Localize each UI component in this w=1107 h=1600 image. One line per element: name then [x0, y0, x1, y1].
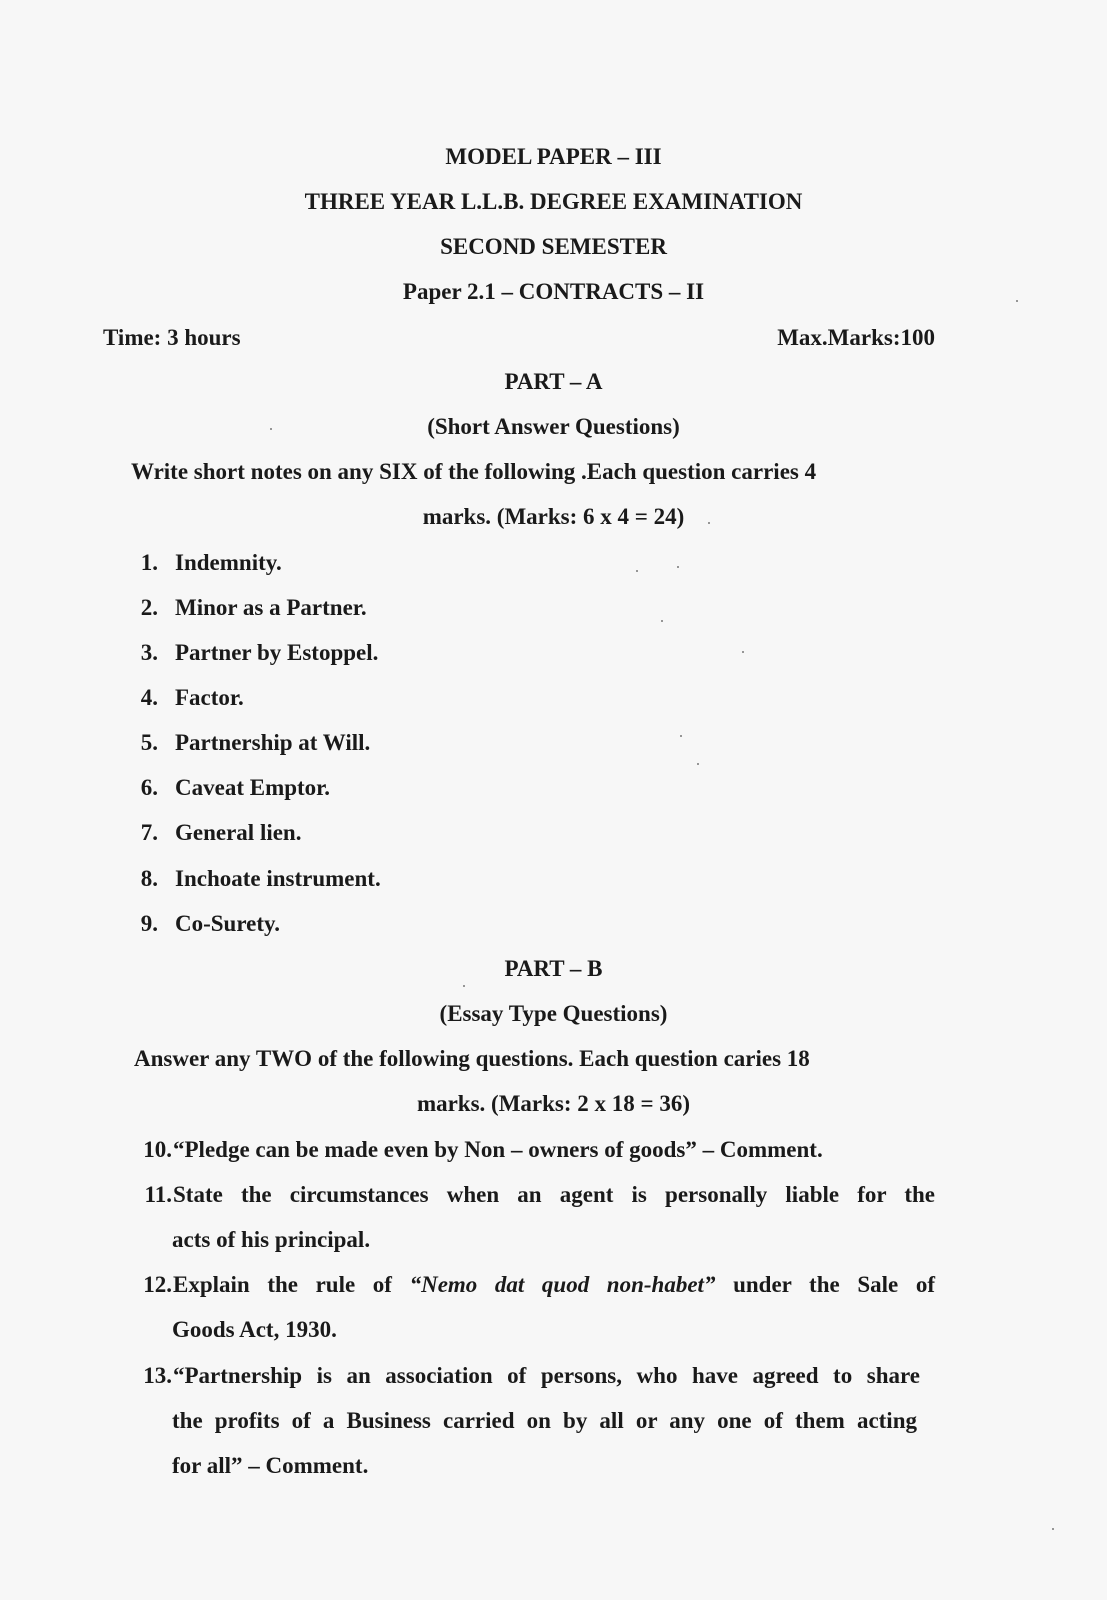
- question-number: 8.: [140, 866, 158, 891]
- question-number: 6.: [140, 775, 158, 800]
- paper-title: Paper 2.1 – CONTRACTS – II: [402, 279, 705, 304]
- part-a-subtitle: (Short Answer Questions): [427, 414, 680, 439]
- question-text: Partner by Estoppel.: [175, 640, 379, 665]
- scan-speck: [697, 763, 699, 765]
- question-text: “Partnership is an association of persons, who have agreed to share: [173, 1363, 920, 1388]
- exam-time: Time: 3 hours: [103, 325, 241, 350]
- question-text-continued: Goods Act, 1930.: [172, 1317, 337, 1342]
- question-text: [173, 1270, 935, 1300]
- question-text-lead: Explain the rule of: [173, 1272, 410, 1297]
- question-text: “Pledge can be made even by Non – owners of goods” – Comment.: [173, 1137, 823, 1162]
- scan-speck: [463, 985, 465, 987]
- question-text: Indemnity.: [175, 550, 282, 575]
- question-number: 5.: [140, 730, 158, 755]
- question-number: 11.: [144, 1182, 172, 1207]
- part-a-marks: marks. (Marks: 6 x 4 = 24): [422, 504, 685, 529]
- scan-speck: [270, 428, 272, 430]
- max-marks: Max.Marks:100: [777, 325, 935, 350]
- part-b-instruction: Answer any TWO of the following questions. Each question caries 18: [134, 1046, 810, 1071]
- scan-speck: [680, 735, 682, 737]
- question-text-tail: under the Sale of: [715, 1272, 935, 1297]
- scan-speck: [636, 570, 638, 572]
- scan-speck: [708, 522, 710, 524]
- question-text: Co-Surety.: [175, 911, 280, 936]
- question-number: 10.: [143, 1137, 172, 1162]
- model-paper-title: MODEL PAPER – III: [445, 144, 662, 169]
- question-number: 13.: [143, 1363, 172, 1388]
- part-a-title: PART – A: [504, 369, 603, 394]
- question-text-continued: acts of his principal.: [172, 1227, 371, 1252]
- question-number: 12.: [143, 1272, 172, 1297]
- question-text: Inchoate instrument.: [175, 866, 381, 891]
- question-text-continued: the profits of a Business carried on by all or any one of them acting: [172, 1408, 917, 1433]
- question-number: 2.: [140, 595, 158, 620]
- question-number: 7.: [140, 820, 158, 845]
- question-text-continued: for all” – Comment.: [172, 1453, 369, 1478]
- scan-speck: [742, 651, 744, 653]
- exam-title: THREE YEAR L.L.B. DEGREE EXAMINATION: [304, 189, 803, 214]
- scan-speck: [661, 620, 663, 622]
- part-b-subtitle: (Essay Type Questions): [439, 1001, 668, 1026]
- part-b-marks: marks. (Marks: 2 x 18 = 36): [416, 1091, 691, 1116]
- part-b-title: PART – B: [504, 956, 603, 981]
- part-a-instruction: Write short notes on any SIX of the following .Each question carries 4: [131, 459, 817, 484]
- question-number: 3.: [140, 640, 158, 665]
- latin-maxim: “Nemo dat quod non-habet”: [409, 1272, 716, 1297]
- question-text: General lien.: [175, 820, 302, 845]
- semester-title: SECOND SEMESTER: [440, 234, 667, 259]
- scan-speck: [677, 566, 679, 568]
- question-text: Partnership at Will.: [175, 730, 371, 755]
- question-number: 4.: [140, 685, 158, 710]
- question-text: Caveat Emptor.: [175, 775, 331, 800]
- scan-speck: [1016, 300, 1018, 302]
- question-text: State the circumstances when an agent is personally liable for the: [173, 1182, 935, 1207]
- question-number: 1.: [140, 550, 158, 575]
- question-text: Factor.: [175, 685, 244, 710]
- question-number: 9.: [140, 911, 158, 936]
- scan-speck: [1052, 1528, 1054, 1530]
- question-text: Minor as a Partner.: [175, 595, 367, 620]
